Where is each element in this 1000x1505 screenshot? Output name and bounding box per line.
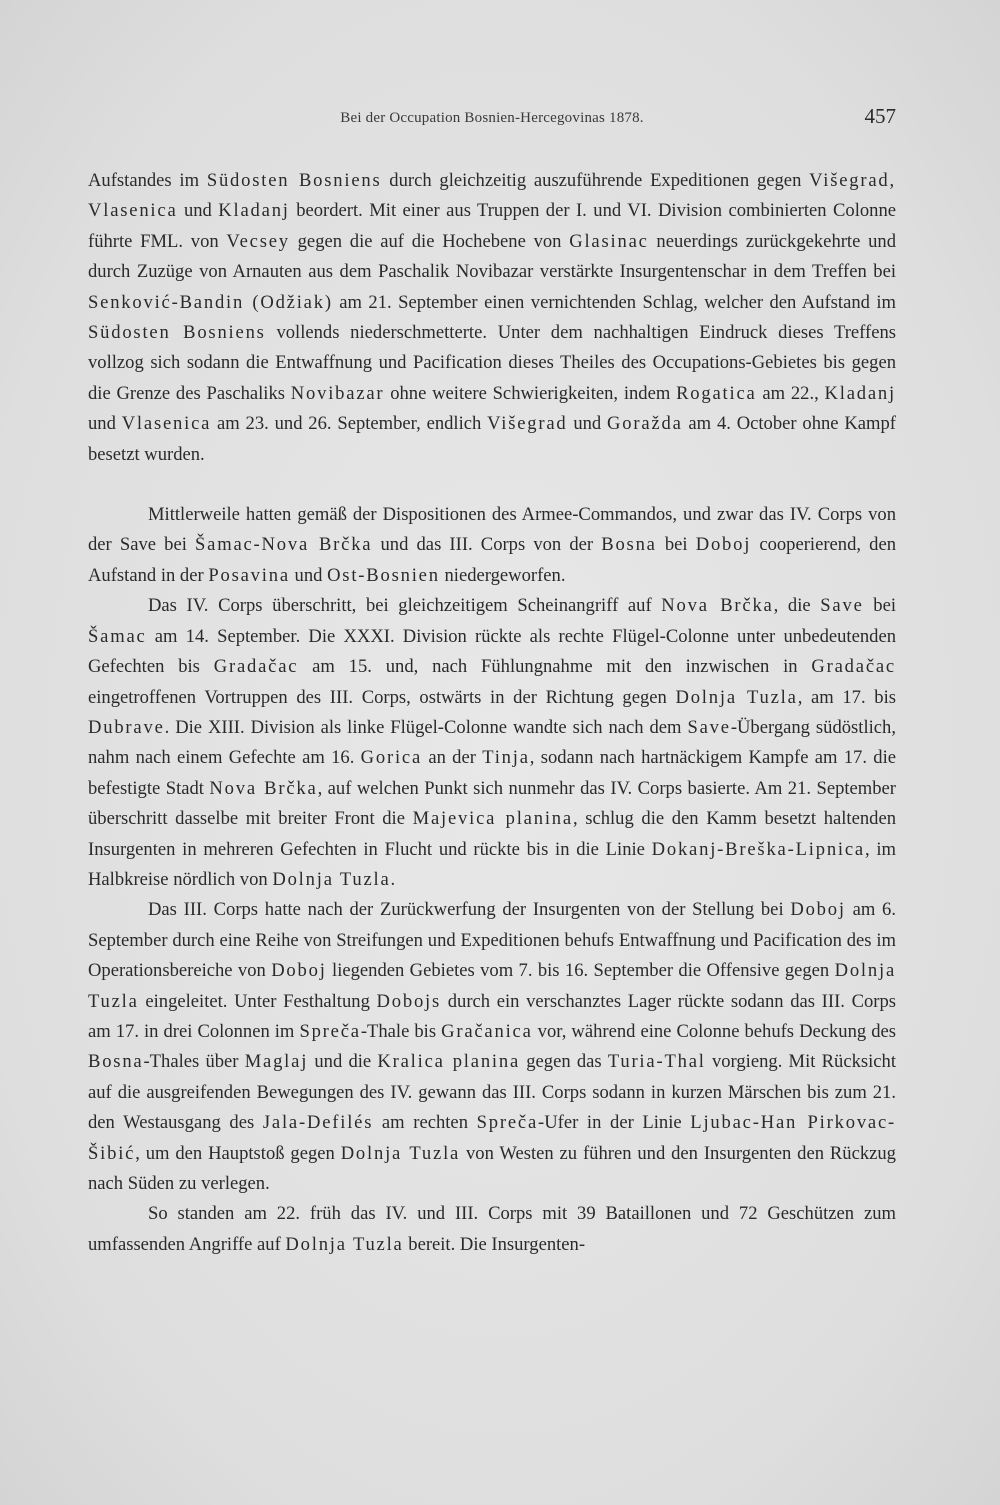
text-run: , schlug die den Kamm besetzt haltenden Insurgenten in mehreren Gefechten in Flucht und rückte bis in die Linie <box>88 808 896 860</box>
spaced-name: Kralica planina <box>377 1051 521 1073</box>
text-run: gegen die auf die Hochebene von <box>289 230 570 252</box>
text-run: am 22., <box>756 382 825 404</box>
text-run: . <box>390 868 396 890</box>
text-run: vorgieng. Mit Rücksicht auf die ausgreifenden Bewegungen des IV. gewann das III. Corps sodann in kurzen Märschen bis zum 21. den Westausgang des <box>88 1051 896 1134</box>
text-run: Das III. Corps hatte nach der Zurückwerfung der Insurgenten von der Stellung bei <box>148 899 791 921</box>
spaced-name: Gradačac <box>213 656 299 678</box>
running-title: Bei der Occupation Bosnien-Hercegovinas 1878. <box>340 110 644 126</box>
text-run: und <box>177 200 219 222</box>
text-run: cooperierend, den Aufstand in der <box>88 534 897 586</box>
text-run: -Ufer in der Linie <box>538 1112 691 1134</box>
spaced-name: Spreča <box>476 1112 539 1134</box>
text-run: vollends niederschmetterte. Unter dem nachhaltigen Eindruck dieses Treffens vollzog sich sodann die Entwaffnung und Pacification dieses Theiles des Occupations-Gebietes bis gegen die Grenze des Paschaliks <box>88 322 896 404</box>
spaced-name: Save <box>687 716 731 738</box>
spaced-name: Vecsey <box>226 230 290 252</box>
spaced-name: Gračanica <box>441 1020 533 1042</box>
spaced-name: Maglaj <box>244 1051 309 1073</box>
spaced-name: Bosna <box>601 534 657 556</box>
text-run: und das III. Corps von der <box>372 534 602 556</box>
text-run: niedergeworfen. <box>439 564 566 586</box>
spaced-name: Dobojs <box>376 990 442 1012</box>
paragraph <box>88 895 896 1199</box>
text-run: Aufstandes im <box>88 170 207 191</box>
page-header <box>88 104 896 134</box>
text-run: am 23. und 26. September, endlich <box>211 413 488 435</box>
text-run: am 4. October ohne Kampf besetzt wurden. <box>88 413 896 465</box>
spaced-name: Vlasenica <box>121 413 212 435</box>
spaced-name: Dokanj-Breška-Lipnica <box>651 838 865 860</box>
text-run: ohne weitere Schwierigkeiten, indem <box>384 382 677 404</box>
text-run: gegen das <box>520 1051 608 1073</box>
text-run: Das IV. Corps überschritt, bei gleichzeitigem Scheinangriff auf <box>148 595 662 617</box>
text-run: durch ein verschanztes Lager rückte sodann das III. Corps am 17. in drei Colonnen im <box>88 990 896 1042</box>
spaced-name: Dubrave <box>88 716 165 738</box>
text-run: und <box>88 413 122 435</box>
spaced-name: Majevica planina <box>412 808 573 830</box>
spaced-name: Novibazar <box>290 382 385 404</box>
spaced-name: Südosten Bosniens <box>206 170 382 191</box>
spaced-name: Ost-Bosnien <box>327 564 440 586</box>
spaced-name: Jala-Defilés <box>262 1112 374 1134</box>
body-text <box>88 166 896 1260</box>
paragraph <box>88 500 896 591</box>
text-run: bereit. Die Insurgenten- <box>403 1233 586 1255</box>
spaced-name: Goražda <box>607 413 683 435</box>
spaced-name: Senković-Bandin (Odžiak) <box>88 291 333 313</box>
text-run: eingeleitet. Unter Festhaltung <box>138 990 377 1012</box>
text-run: So standen am 22. früh das IV. und III. Corps mit 39 Bataillonen und 72 Geschützen zum umfassenden Angriffe auf <box>88 1203 896 1255</box>
text-run: an der <box>422 747 483 769</box>
paragraph <box>88 1199 896 1260</box>
text-run: am 21. September einen vernichtenden Schlag, welcher den Aufstand im <box>332 291 897 313</box>
text-run: und die <box>308 1051 378 1073</box>
spaced-name: Dolnja Tuzla <box>272 868 391 890</box>
spaced-name: Rogatica <box>676 382 757 404</box>
spaced-name: Kladanj <box>824 382 896 404</box>
spaced-name: Dolnja Tuzla <box>88 960 897 1012</box>
spaced-name: Kladanj <box>218 200 290 222</box>
spaced-name: Bosna <box>88 1051 144 1073</box>
text-run: , im Halbkreise nördlich von <box>88 838 896 890</box>
spaced-name: Doboj <box>271 960 327 982</box>
text-run: , sodann nach hartnäckigem Kampfe am 17. die befestigte Stadt <box>88 747 896 799</box>
text-run: durch gleichzeitig auszuführende Expeditionen gegen <box>381 170 810 191</box>
spaced-name: Višegrad <box>487 413 568 435</box>
text-run: , die <box>773 595 821 617</box>
text-run: -Thales über <box>143 1051 245 1073</box>
spaced-name: Doboj <box>695 534 752 556</box>
text-run: , am 17. bis <box>797 686 896 708</box>
text-run: am 14. September. Die XXXI. Division rückte als rechte Flügel-Colonne unter unbedeutenden Gefechten bis <box>88 625 896 678</box>
text-run: und <box>289 564 328 586</box>
text-run: , auf welchen Punkt sich nunmehr das IV. Corps basierte. Am 21. September überschritt dasselbe mit breiter Front die <box>88 777 896 830</box>
spaced-name: Šamac <box>88 625 147 647</box>
spaced-name: Ljubac-Han Pirkovac-Šibić <box>88 1112 897 1164</box>
spaced-name: Gradačac <box>811 656 896 678</box>
text-run: , um den Hauptstoß gegen <box>135 1142 341 1164</box>
text-run: beordert. Mit einer aus Truppen der I. und VI. Division combinierten Colonne führte FML. von <box>88 200 897 252</box>
text-run: und <box>567 413 608 435</box>
spaced-name: Dolnja Tuzla <box>675 686 798 708</box>
spaced-name: Nova Brčka <box>209 777 318 799</box>
spaced-name: Nova Brčka <box>661 595 774 617</box>
text-run: von Westen zu führen und den Insurgenten den Rückzug nach Süden zu verlegen. <box>88 1142 896 1194</box>
spaced-name: Tinja <box>482 747 530 769</box>
text-run: liegenden Gebietes vom 7. bis 16. September die Offensive gegen <box>326 960 835 982</box>
spaced-name: Glasinac <box>569 230 649 252</box>
spaced-name: Dolnja Tuzla <box>340 1142 461 1164</box>
text-run: . Die XIII. Division als linke Flügel-Colonne wandte sich nach dem <box>164 716 688 738</box>
text-run: am 6. September durch eine Reihe von Streifungen und Expeditionen behufs Entwaffnung und Pacification des im Operationsbereiche von <box>88 899 896 982</box>
text-run: vor, während eine Colonne behufs Deckung des <box>532 1020 897 1042</box>
text-run: eingetroffenen Vortruppen des III. Corps, ostwärts in der Richtung gegen <box>88 686 676 708</box>
spaced-name: Šamac-Nova Brčka <box>195 534 373 556</box>
text-run: bei <box>863 595 896 617</box>
text-run: bei <box>656 534 696 556</box>
text-run: neuerdings zurückgekehrte und durch Zuzüge von Arnauten aus dem Paschalik Novibazar verstärkte Insurgentenschar in dem Treffen bei <box>88 230 896 283</box>
spaced-name: Save <box>820 595 864 617</box>
spaced-name: Spreča <box>299 1020 361 1042</box>
paragraph <box>88 591 896 895</box>
paragraph <box>88 166 896 470</box>
page-number: 457 <box>864 104 896 128</box>
text-run: am 15. und, nach Fühlungnahme mit den inzwischen in <box>298 656 812 678</box>
text-run: am rechten <box>373 1112 477 1134</box>
spaced-name: Doboj <box>790 899 846 921</box>
text-run: -Übergang südöstlich, nahm nach einem Gefechte am 16. <box>88 716 896 769</box>
spaced-name: Turia-Thal <box>607 1051 706 1073</box>
spaced-name: Višegrad, Vlasenica <box>88 170 896 222</box>
spaced-name: Dolnja Tuzla <box>285 1233 404 1255</box>
spaced-name: Gorica <box>360 747 423 769</box>
text-run: Mittlerweile hatten gemäß der Dispositionen des Armee-Commandos, und zwar das IV. Corps von der Save bei <box>88 504 896 556</box>
spaced-name: Südosten Bosniens <box>88 322 266 344</box>
spaced-name: Posavina <box>208 564 290 586</box>
text-run: -Thale bis <box>360 1020 442 1042</box>
